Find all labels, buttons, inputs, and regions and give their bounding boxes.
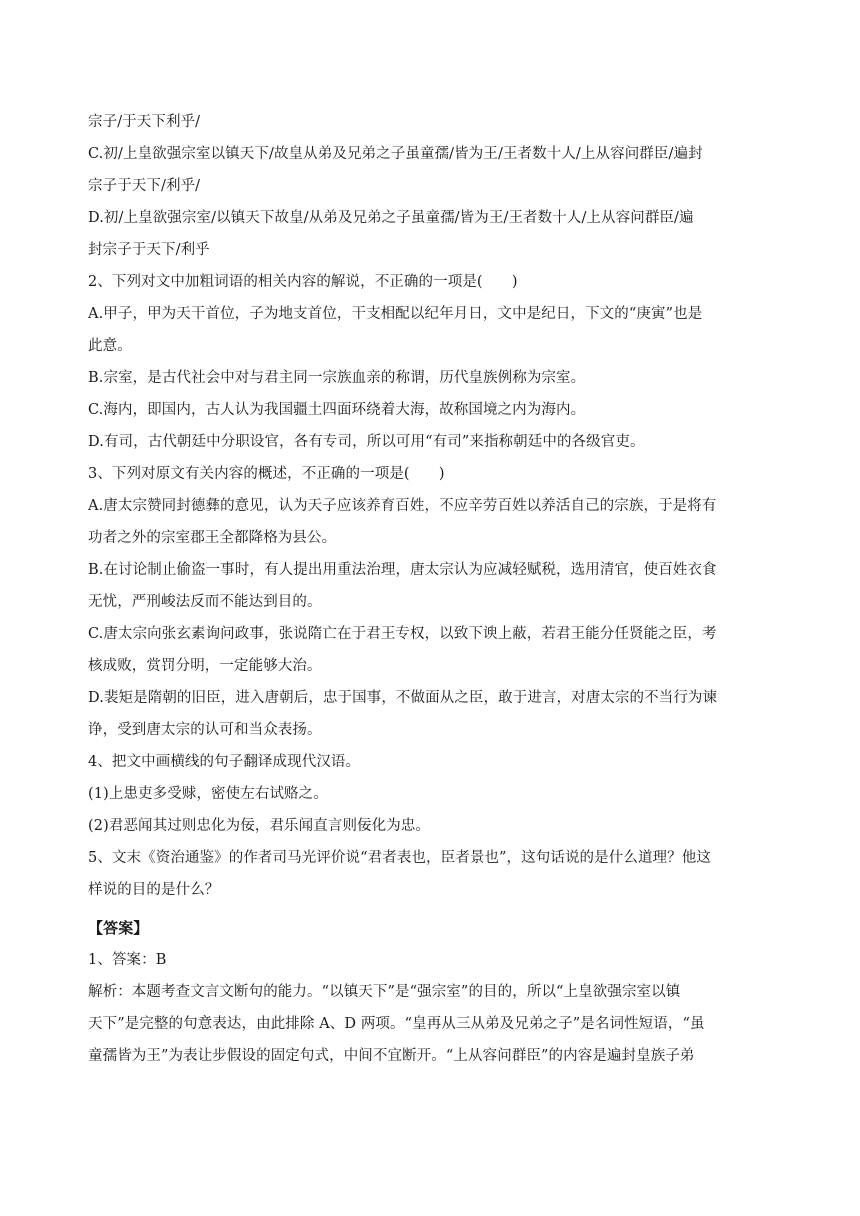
analysis-line: 童孺皆为王”为表让步假设的固定句式，中间不宜断开。“上从容问群臣”的内容是遍封皇族子弟: [88, 1048, 695, 1064]
sub-question-1: (1)上患吏多受赇，密使左右试赂之。: [88, 786, 328, 802]
text-line: 诤，受到唐太宗的认可和当众表扬。: [88, 722, 322, 738]
option-c-line: C.海内，即国内，古人认为我国疆土四面环绕着大海，故称国境之内为海内。: [88, 402, 586, 418]
analysis-line: 解析：本题考查文言文断句的能力。“以镇天下”是“强宗室”的目的，所以“上皇欲强宗室以镇: [88, 984, 681, 1000]
text-line: 宗子于天下/利乎/: [88, 178, 201, 194]
text-line: 此意。: [88, 338, 132, 354]
text-line: 无忧，严刑峻法反而不能达到目的。: [88, 594, 322, 610]
analysis-line: 天下”是完整的句意表达，由此排除 A、D 两项。“皇再从三从弟及兄弟之子”是名词性短语，“虽: [88, 1016, 705, 1032]
document-body: [88, 106, 772, 1072]
text-line: 样说的目的是什么？: [88, 882, 220, 898]
text-line: 宗子/于天下利乎/: [88, 114, 201, 130]
option-a-line: A.甲子，甲为天干首位，子为地支首位，干支相配以纪年月日，文中是纪日，下文的“庚寅”也是: [88, 306, 703, 322]
sub-question-2: (2)君恶闻其过则忠化为佞，君乐闻直言则佞化为忠。: [88, 818, 431, 834]
answer-heading: 【答案】: [88, 919, 149, 937]
option-c-line: C.唐太宗向张玄素询问政事，张说隋亡在于君王专权，以致下谀上蔽，若君王能分任贤能之臣，考: [88, 626, 717, 642]
option-d-line: D.有司，古代朝廷中分职设官，各有专司，所以可用“有司”来指称朝廷中的各级官吏。: [88, 434, 645, 450]
answer-1: 1、答案：B: [88, 952, 167, 968]
question-3: 3、下列对原文有关内容的概述，不正确的一项是( ): [88, 466, 445, 482]
text-line: 功者之外的宗室郡王全都降格为县公。: [88, 530, 337, 546]
text-line: 封宗子于天下/利乎: [88, 242, 210, 258]
option-b-line: B.在讨论制止偷盗一事时，有人提出用重法治理，唐太宗认为应减轻赋税，选用清官，使百姓衣食: [88, 562, 717, 578]
option-d-line: D.裴矩是隋朝的旧臣，进入唐朝后，忠于国事，不做面从之臣，敢于进言，对唐太宗的不当行为谏: [88, 690, 718, 706]
text-line: 核成败，赏罚分明，一定能够大治。: [88, 658, 322, 674]
question-4: 4、把文中画横线的句子翻译成现代汉语。: [88, 754, 361, 770]
question-2: 2、下列对文中加粗词语的相关内容的解说，不正确的一项是( ): [88, 274, 518, 290]
option-b-line: B.宗室，是古代社会中对与君主同一宗族血亲的称谓，历代皇族例称为宗室。: [88, 370, 586, 386]
option-c-line: C.初/上皇欲强宗室以镇天下/故皇从弟及兄弟之子虽童孺/皆为王/王者数十人/上从容问群臣/遍封: [88, 146, 703, 162]
question-5: 5、文末《资治通鉴》的作者司马光评价说“君者表也，臣者景也”，这句话说的是什么道理？他这: [88, 850, 711, 866]
option-a-line: A.唐太宗赞同封德彝的意见，认为天子应该养育百姓，不应辛劳百姓以养活自己的宗族，于是将有: [88, 498, 717, 514]
option-d-line: D.初/上皇欲强宗室/以镇天下故皇/从弟及兄弟之子虽童孺/皆为王/王者数十人/上从容问群臣/遍: [88, 210, 694, 226]
